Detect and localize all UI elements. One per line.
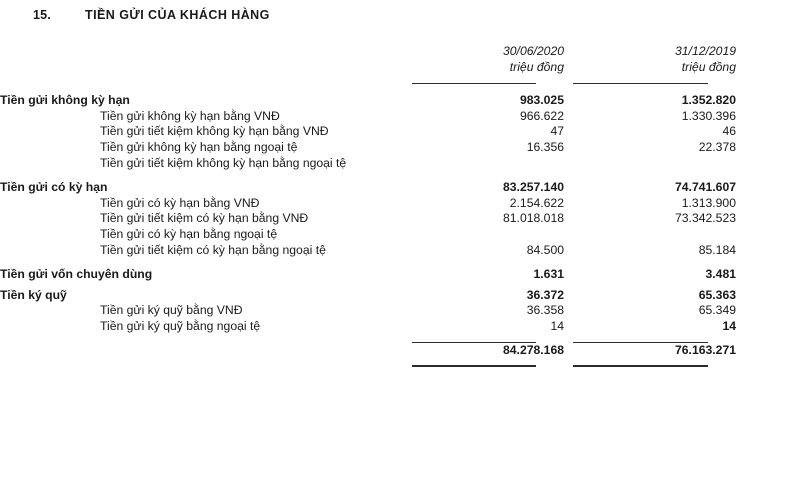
- table-row: [0, 140, 792, 156]
- row-value-period-2: 1.330.396: [681, 108, 736, 123]
- column-header-period-2: [573, 44, 736, 75]
- table-row: [0, 243, 792, 259]
- row-value-period-1: 966.622: [519, 108, 564, 123]
- header-rule-row: [0, 75, 792, 84]
- row-label: Tiền gửi không kỳ hạn: [0, 93, 130, 108]
- table-row: [0, 156, 792, 172]
- row-value-period-2: 1.313.900: [681, 195, 736, 210]
- row-value-period-2: 73.342.523: [675, 211, 736, 226]
- row-label: Tiền gửi có kỳ hạn: [0, 180, 108, 195]
- row-value-period-2: 65.363: [698, 287, 736, 302]
- row-value-period-1: 36.358: [526, 303, 564, 318]
- total-rule-top-column-1: [412, 335, 564, 343]
- row-label: Tiền gửi không kỳ hạn bằng VNĐ: [100, 108, 280, 123]
- total-rule-bottom-row: [0, 358, 792, 367]
- row-value-period-1: 47: [550, 124, 564, 139]
- row-value-period-2: 3.481: [705, 267, 736, 282]
- row-value-period-2: 85.184: [698, 242, 736, 257]
- table-row: [0, 196, 792, 212]
- row-value-period-1: 16.356: [526, 139, 564, 154]
- total-value-period-2: 76.163.271: [675, 342, 736, 357]
- row-value-period-2: 74.741.607: [675, 180, 736, 195]
- row-value-period-2: 22.378: [698, 139, 736, 154]
- table-row: [0, 124, 792, 140]
- financial-table-container: [0, 44, 792, 367]
- row-value-period-1: 36.372: [526, 287, 564, 302]
- row-value-period-1: 14: [550, 318, 564, 333]
- table-row: [0, 319, 792, 335]
- row-value-period-2: 65.349: [698, 303, 736, 318]
- table-row: [0, 211, 792, 227]
- row-value-period-2: [573, 156, 736, 172]
- row-label: Tiền gửi tiết kiệm không kỳ hạn bằng ngoại tệ: [100, 155, 347, 170]
- row-label: Tiền gửi có kỳ hạn bằng VNĐ: [100, 195, 260, 210]
- spacer: [0, 84, 792, 93]
- column-header-period-1: [412, 44, 564, 75]
- note-title: TIỀN GỬI CỦA KHÁCH HÀNG: [85, 8, 270, 22]
- row-value-period-2: [573, 227, 736, 243]
- row-value-period-1: 2.154.622: [509, 195, 564, 210]
- row-label: Tiền gửi vốn chuyên dùng: [0, 267, 153, 282]
- table-row: [0, 288, 792, 304]
- table-row: [0, 227, 792, 243]
- total-rule-top-row: [0, 335, 792, 343]
- note-heading: [0, 8, 792, 30]
- header-rule-column-2: [573, 75, 736, 84]
- table-row: [0, 267, 792, 283]
- table-header-row: [0, 44, 792, 75]
- note-number: 15.: [33, 8, 51, 22]
- header-rule-column-1: [412, 75, 564, 84]
- row-value-period-1: 83.257.140: [503, 180, 564, 195]
- table-row: [0, 180, 792, 196]
- table-row: [0, 303, 792, 319]
- table-row: [0, 93, 792, 109]
- row-label: Tiền gửi ký quỹ bằng ngoại tệ: [100, 318, 261, 333]
- row-label: Tiền ký quỹ: [0, 287, 67, 302]
- row-value-period-1: 81.018.018: [503, 211, 564, 226]
- total-label: [0, 343, 404, 359]
- row-label: Tiền gửi có kỳ hạn bằng ngoại tệ: [100, 226, 278, 241]
- total-row: [0, 343, 792, 359]
- total-rule-top-column-2: [573, 335, 736, 343]
- row-label: Tiền gửi ký quỹ bằng VNĐ: [100, 303, 243, 318]
- table-row: [0, 109, 792, 125]
- total-value-period-1: 84.278.168: [503, 342, 564, 357]
- row-value-period-2: 46: [722, 124, 736, 139]
- column-1-unit: triệu đồng: [509, 59, 564, 74]
- row-label: Tiền gửi tiết kiệm có kỳ hạn bằng ngoại tệ: [100, 242, 326, 257]
- spacer: [0, 258, 792, 267]
- spacer: [0, 171, 792, 180]
- row-value-period-2: 14: [722, 318, 736, 333]
- row-value-period-1: [412, 156, 564, 172]
- total-rule-bottom-column-2: [573, 358, 736, 367]
- row-label: Tiền gửi không kỳ hạn bằng ngoại tệ: [100, 139, 298, 154]
- row-value-period-1: 84.500: [526, 242, 564, 257]
- column-1-date: 30/06/2020: [503, 44, 564, 58]
- total-rule-bottom-column-1: [412, 358, 564, 367]
- row-label: Tiền gửi tiết kiệm có kỳ hạn bằng VNĐ: [100, 211, 309, 226]
- customer-deposits-table: [0, 44, 792, 367]
- row-value-period-2: 1.352.820: [681, 93, 736, 108]
- column-2-date: 31/12/2019: [675, 44, 736, 58]
- row-value-period-1: 983.025: [519, 93, 564, 108]
- header-spacer: [0, 44, 404, 75]
- row-value-period-1: 1.631: [533, 267, 564, 282]
- row-label: Tiền gửi tiết kiệm không kỳ hạn bằng VNĐ: [100, 124, 329, 139]
- column-2-unit: triệu đồng: [681, 59, 736, 74]
- row-value-period-1: [412, 227, 564, 243]
